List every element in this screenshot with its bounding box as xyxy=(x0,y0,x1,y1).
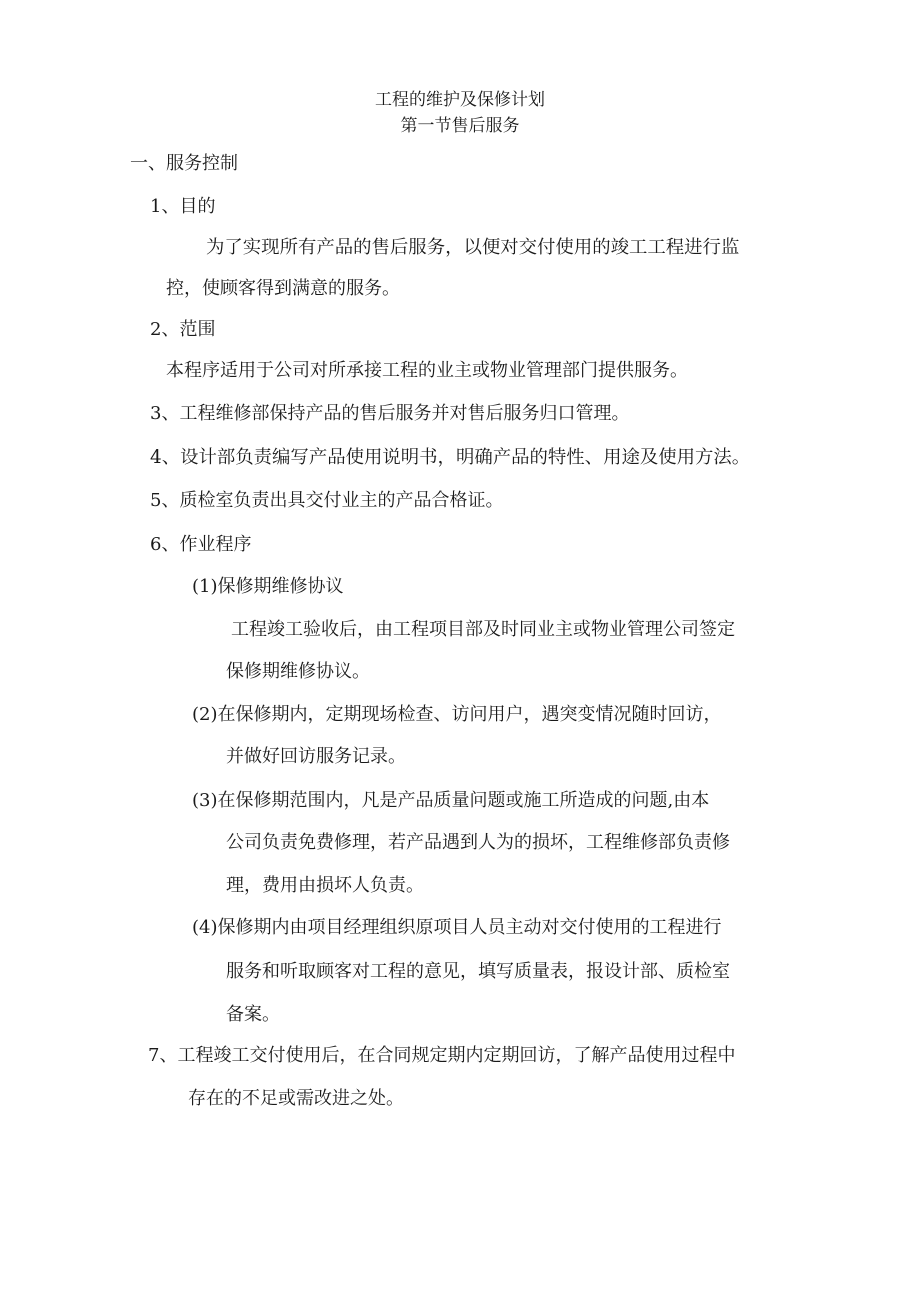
document-title: 工程的维护及保修计划 xyxy=(375,90,545,110)
item-1-heading: 1、目的 xyxy=(150,196,216,217)
item-6-heading: 6、作业程序 xyxy=(150,534,252,555)
item-7-line1: 7、工程竣工交付使用后，在合同规定期内定期回访，了解产品使用过程中 xyxy=(148,1045,736,1066)
item-6-sub-3-line1: (3)在保修期范围内，凡是产品质量问题或施工所造成的问题,由本 xyxy=(192,790,710,811)
item-6-sub-4-line3: 备案。 xyxy=(226,1004,280,1025)
item-1-text-line2: 控，使顾客得到满意的服务。 xyxy=(166,278,400,299)
item-6-sub-1-line1: 工程竣工验收后，由工程项目部及时同业主或物业管理公司签定 xyxy=(231,619,735,640)
item-6-sub-3-line2: 公司负责免费修理，若产品遇到人为的损坏，工程维修部负责修 xyxy=(226,832,730,853)
item-6-sub-3-line3: 理，费用由损坏人负责。 xyxy=(226,875,424,896)
item-6-sub-4-line1: (4)保修期内由项目经理组织原项目人员主动对交付使用的工程进行 xyxy=(192,917,722,938)
item-6-sub-2-line2: 并做好回访服务记录。 xyxy=(226,746,406,767)
item-7-line2: 存在的不足或需改进之处。 xyxy=(188,1088,404,1109)
document-subtitle: 第一节售后服务 xyxy=(400,116,520,136)
item-2-heading: 2、范围 xyxy=(150,319,216,340)
item-4: 4、设计部负责编写产品使用说明书，明确产品的特性、用途及使用方法。 xyxy=(150,447,751,468)
item-1-text-line1: 为了实现所有产品的售后服务，以便对交付使用的竣工工程进行监 xyxy=(206,237,740,258)
item-3: 3、工程维修部保持产品的售后服务并对售后服务归口管理。 xyxy=(150,403,630,424)
item-6-sub-1-heading: (1)保修期维修协议 xyxy=(192,576,344,597)
item-6-sub-2-line1: (2)在保修期内，定期现场检查、访问用户，遇突变情况随时回访， xyxy=(192,704,722,725)
section-heading-service-control: 一、服务控制 xyxy=(130,153,238,174)
item-6-sub-4-line2: 服务和听取顾客对工程的意见，填写质量表，报设计部、质检室 xyxy=(226,961,730,982)
item-6-sub-1-line2: 保修期维修协议。 xyxy=(226,661,370,682)
item-2-text: 本程序适用于公司对所承接工程的业主或物业管理部门提供服务。 xyxy=(166,360,688,381)
item-5: 5、质检室负责出具交付业主的产品合格证。 xyxy=(150,490,504,511)
